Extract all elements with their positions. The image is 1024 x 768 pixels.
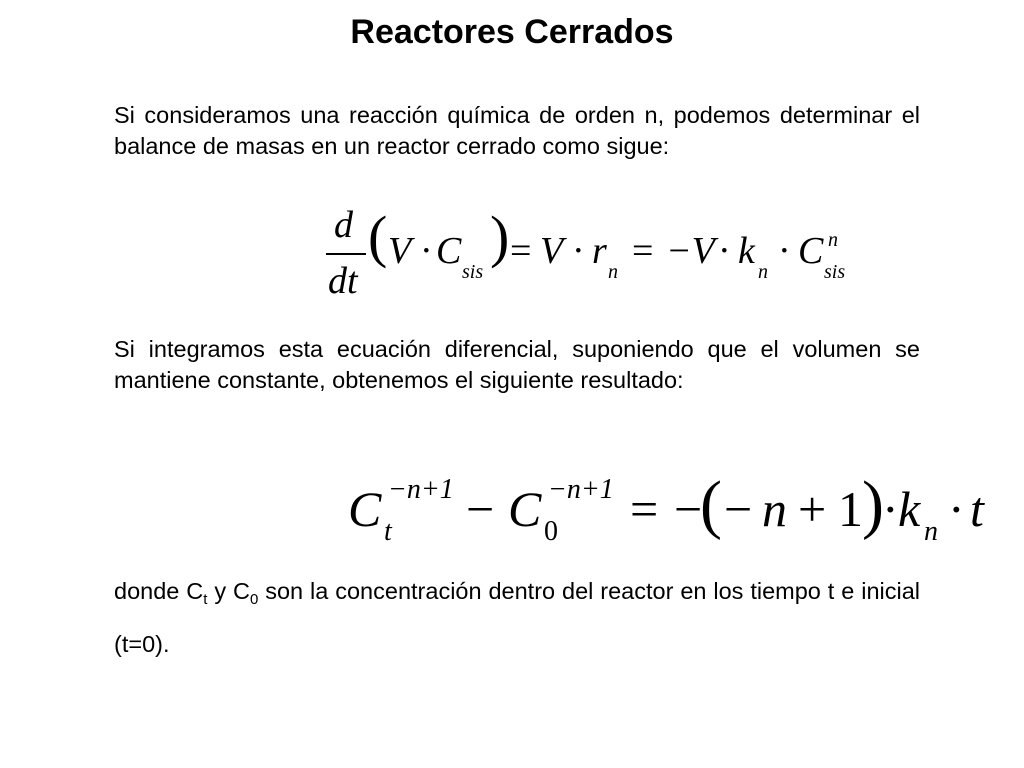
subscript-n: n xyxy=(924,516,938,547)
right-paren: ) xyxy=(862,468,884,541)
fraction-denominator: dt xyxy=(328,260,358,302)
dot-operator: · xyxy=(420,230,433,272)
dot-operator: · xyxy=(948,481,965,537)
subscript-0: 0 xyxy=(544,516,558,547)
text-part: donde C xyxy=(114,578,204,604)
text-part: son la concentración dentro del reactor en los tiempo t e inicial (t=0). xyxy=(114,578,920,657)
concentration-symbol: C xyxy=(436,230,462,272)
volume-symbol: V xyxy=(540,230,564,272)
slide-title: Reactores Cerrados xyxy=(350,13,674,51)
subscript-t: t xyxy=(384,516,392,547)
subscript-t: t xyxy=(203,591,208,608)
rate-constant: k xyxy=(738,230,755,272)
minus-sign: − xyxy=(466,481,495,537)
integration-paragraph: Si integramos esta ecuación diferencial, suponiendo que el volumen se mantiene constante, obtenemos el siguiente resultado: xyxy=(114,336,920,393)
fraction-bar xyxy=(326,253,366,255)
fraction-numerator: d xyxy=(334,204,353,246)
negative-sign: − xyxy=(674,481,703,537)
concentration-symbol: C xyxy=(798,230,824,272)
subscript-n: n xyxy=(758,261,768,283)
rate-symbol: r xyxy=(592,230,607,272)
intro-paragraph: Si consideramos una reacción química de orden n, podemos determinar el balance de masas en un reactor cerrado como sigue: xyxy=(114,102,920,159)
exponent: −n+1 xyxy=(548,474,614,505)
subscript-0: 0 xyxy=(249,591,259,608)
equals-sign: = xyxy=(630,481,659,537)
concentration-symbol: C xyxy=(508,481,542,537)
inner-minus: − xyxy=(724,481,753,537)
dot-operator: · xyxy=(778,230,791,272)
conclusion-paragraph xyxy=(114,565,920,671)
text-part: y C xyxy=(207,578,250,604)
volume-symbol: V xyxy=(388,230,412,272)
equals-sign: = xyxy=(632,230,654,272)
left-paren: ( xyxy=(368,204,388,269)
left-paren: ( xyxy=(700,468,722,541)
time-symbol: t xyxy=(970,481,984,537)
dot-operator: · xyxy=(718,230,731,272)
right-paren: ) xyxy=(490,204,510,269)
subscript-sis: sis xyxy=(824,261,846,283)
equals-sign: = xyxy=(510,230,532,272)
superscript-n: n xyxy=(828,229,838,251)
negative-volume: −V xyxy=(666,230,715,272)
dot-operator: · xyxy=(572,230,585,272)
dot-operator: · xyxy=(882,481,899,537)
concentration-symbol: C xyxy=(348,481,382,537)
subscript-sis: sis xyxy=(462,261,484,283)
subscript-n: n xyxy=(608,261,618,283)
plus-sign: + xyxy=(798,481,827,537)
rate-constant: k xyxy=(898,481,921,537)
number-one: 1 xyxy=(838,481,863,537)
exponent: −n+1 xyxy=(388,474,454,505)
order-n: n xyxy=(762,481,787,537)
